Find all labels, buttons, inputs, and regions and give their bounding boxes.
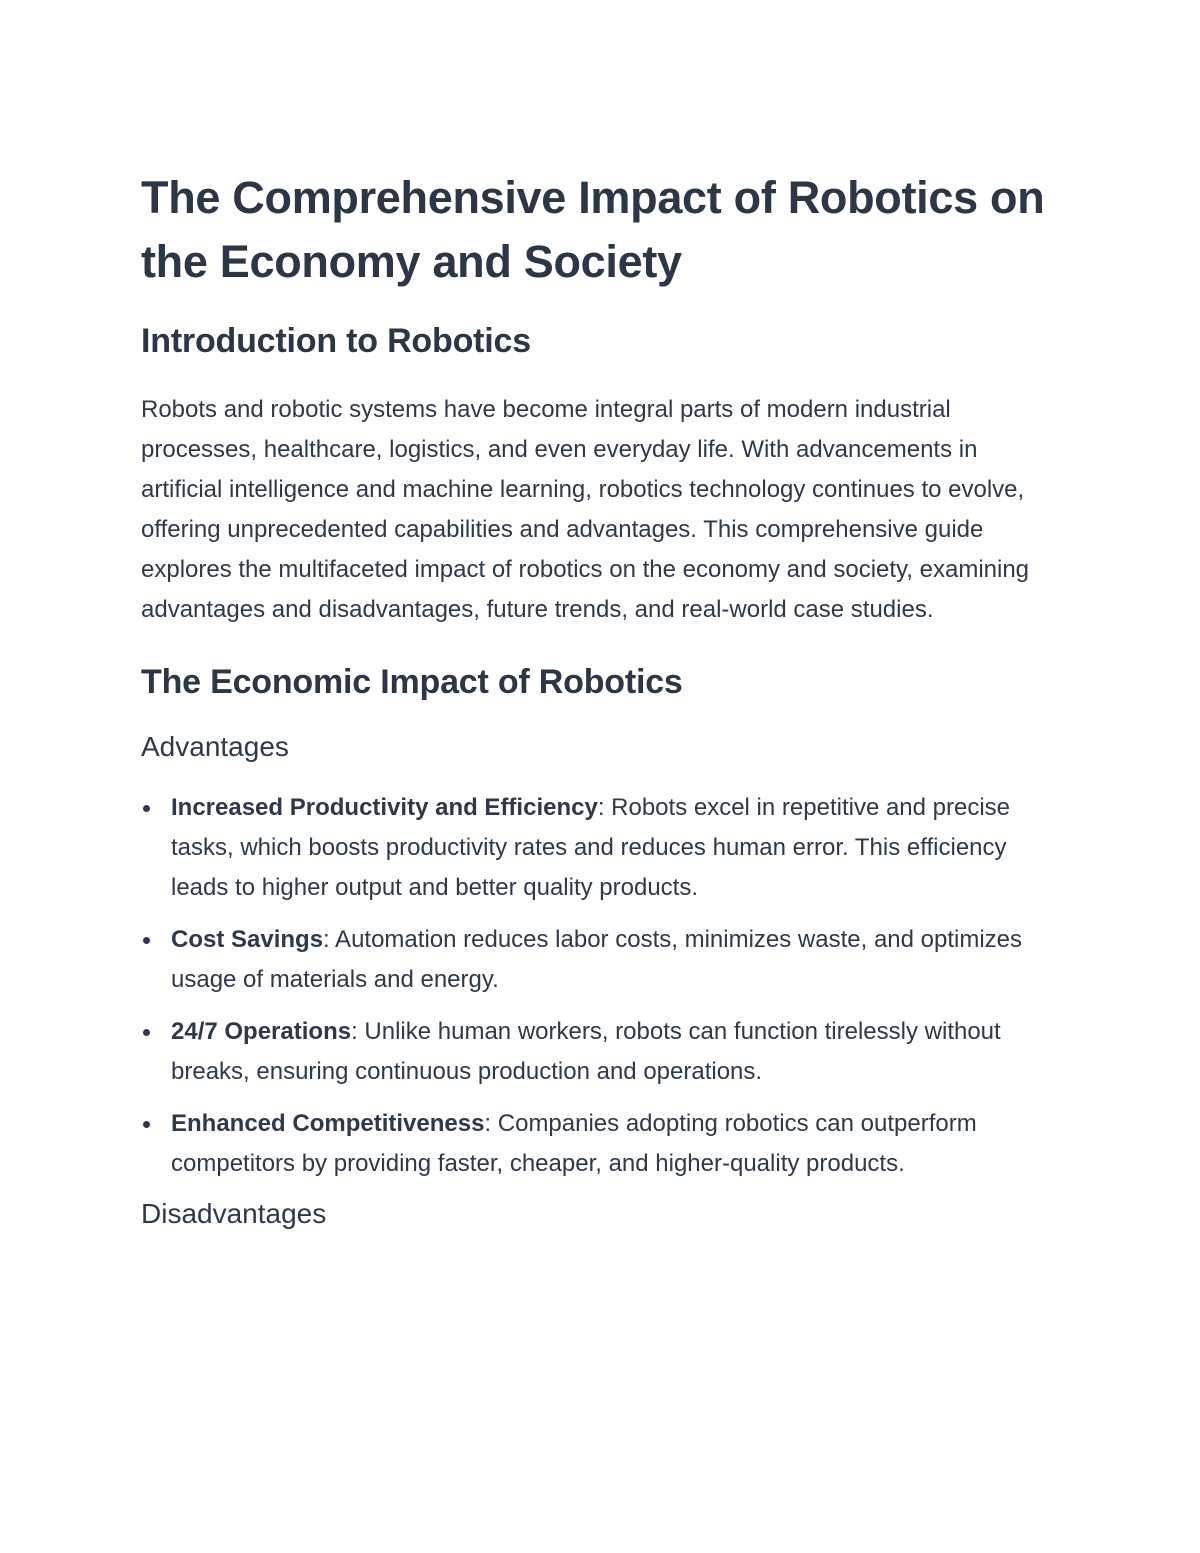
bullet-icon	[143, 1121, 150, 1128]
document-page	[141, 166, 1061, 1232]
list-item	[141, 788, 1061, 908]
document-title: The Comprehensive Impact of Robotics on the Economy and Society	[141, 172, 1045, 287]
list-item-label: Enhanced Competitiveness	[171, 1110, 485, 1137]
subheading-disadvantages: Disadvantages	[141, 1198, 327, 1229]
introduction-paragraph: Robots and robotic systems have become integral parts of modern industrial processes, healthcare, logistics, and even everyday life. With advancements in artificial intelligence and machine learning, robotics technology continues to evolve, offering unprecedented capabilities and advantages. This comprehensive guide explores the multifaceted impact of robotics on the economy and society, examining advantages and disadvantages, future trends, and real-world case studies.	[141, 396, 1030, 623]
list-item-text: : Robots excel in repetitive and precise tasks, which boosts productivity rates and reduces human error. This efficiency leads to higher output and better quality products.	[171, 794, 1011, 901]
bullet-icon	[143, 805, 150, 812]
list-item	[141, 1012, 1061, 1092]
bullet-icon	[143, 1029, 150, 1036]
list-item-label: Cost Savings	[171, 926, 324, 953]
advantages-list	[141, 788, 1061, 1184]
list-item-label: 24/7 Operations	[171, 1018, 352, 1045]
list-item-text: : Unlike human workers, robots can function tirelessly without breaks, ensuring continuous production and operations.	[171, 1018, 1001, 1085]
list-item-label: Increased Productivity and Efficiency	[171, 794, 598, 821]
section-heading-introduction: Introduction to Robotics	[141, 322, 531, 360]
list-item	[141, 920, 1061, 1000]
subheading-advantages: Advantages	[141, 731, 289, 762]
section-heading-economic-impact: The Economic Impact of Robotics	[141, 663, 683, 701]
list-item-text: : Automation reduces labor costs, minimizes waste, and optimizes usage of materials and energy.	[171, 926, 1023, 993]
list-item-text: : Companies adopting robotics can outperform competitors by providing faster, cheaper, and higher-quality products.	[171, 1110, 977, 1177]
list-item	[141, 1104, 1061, 1184]
bullet-icon	[143, 937, 150, 944]
